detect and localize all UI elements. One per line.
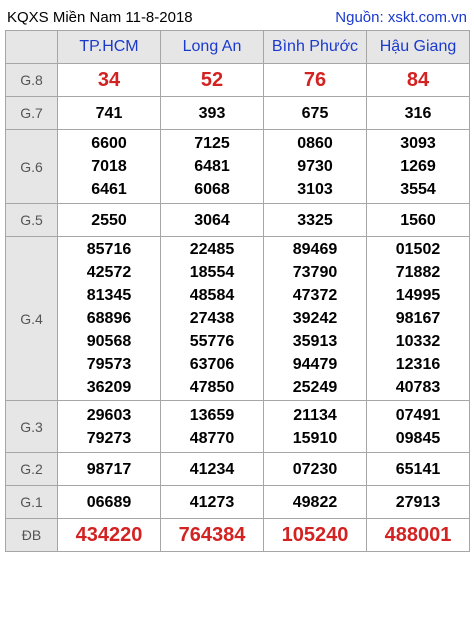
prize-number: 18554: [189, 264, 235, 281]
prize-number: 393: [198, 104, 226, 122]
prize-cell: [264, 130, 367, 204]
prize-number: 27913: [395, 493, 441, 511]
prize-cell: [161, 204, 264, 237]
prize-number: 89469: [292, 241, 338, 258]
prize-number: 10332: [395, 333, 441, 350]
prize-cell: [367, 486, 470, 519]
prize-number: 55776: [189, 333, 235, 350]
prize-number: 79273: [86, 429, 132, 447]
prize-number: 22485: [189, 241, 235, 258]
prize-number: 48770: [189, 429, 235, 447]
prize-number: 85716: [86, 241, 132, 258]
prize-cell: [58, 237, 161, 401]
prize-number: 27438: [189, 310, 235, 327]
prize-number: 7018: [91, 158, 127, 175]
prize-number: 316: [404, 104, 432, 122]
prize-number: 0860: [297, 135, 333, 152]
prize-number: 15910: [292, 429, 338, 447]
prize-number: 42572: [86, 264, 132, 281]
prize-cell: [161, 486, 264, 519]
prize-number: 76: [303, 68, 327, 91]
prize-label: G.5: [6, 204, 58, 237]
prize-number: 98717: [86, 460, 132, 478]
prize-row: [6, 401, 470, 453]
prize-number: 81345: [86, 287, 132, 304]
prize-number: 41273: [189, 493, 235, 511]
prize-number: 49822: [292, 493, 338, 511]
prize-number: 98167: [395, 310, 441, 327]
prize-number: 9730: [297, 158, 333, 175]
prize-cell: [367, 64, 470, 97]
prize-cell: [161, 237, 264, 401]
prize-row: [6, 204, 470, 237]
prize-cell: [367, 519, 470, 552]
prize-number: 34: [97, 68, 121, 91]
prize-number: 14995: [395, 287, 441, 304]
prize-number: 73790: [292, 264, 338, 281]
prize-number: 41234: [189, 460, 235, 478]
prize-number: 36209: [86, 379, 132, 396]
prize-cell: [264, 237, 367, 401]
prize-cell: [58, 486, 161, 519]
prize-row: [6, 519, 470, 552]
prize-cell: [264, 204, 367, 237]
prize-cell: [161, 130, 264, 204]
prize-cell: [367, 130, 470, 204]
prize-number: 6600: [91, 135, 127, 152]
prize-number: 63706: [189, 356, 235, 373]
prize-label: G.3: [6, 401, 58, 453]
results-table: [5, 30, 470, 552]
prize-number: 47372: [292, 287, 338, 304]
sheet-header: [5, 4, 469, 30]
province-header: Hậu Giang: [367, 31, 470, 64]
prize-number: 3103: [297, 181, 333, 198]
prize-row: [6, 486, 470, 519]
prize-number: 12316: [395, 356, 441, 373]
prize-row: [6, 130, 470, 204]
prize-cell: [264, 519, 367, 552]
prize-number: 65141: [395, 460, 441, 478]
prize-cell: [58, 204, 161, 237]
province-header: Long An: [161, 31, 264, 64]
prize-number: 40783: [395, 379, 441, 396]
prize-number: 3325: [297, 211, 333, 229]
prize-cell: [367, 453, 470, 486]
prize-cell: [367, 237, 470, 401]
prize-row: [6, 237, 470, 401]
prize-number: 105240: [281, 523, 349, 546]
prize-number: 7125: [194, 135, 230, 152]
prize-number: 3554: [400, 181, 436, 198]
prize-number: 84: [406, 68, 430, 91]
prize-cell: [161, 401, 264, 453]
source-link[interactable]: Nguồn: xskt.com.vn: [335, 8, 467, 26]
prize-cell: [367, 97, 470, 130]
prize-row: [6, 97, 470, 130]
province-header: TP.HCM: [58, 31, 161, 64]
prize-number: 2550: [91, 211, 127, 229]
prize-cell: [161, 519, 264, 552]
results-sheet: [5, 4, 469, 552]
prize-cell: [58, 97, 161, 130]
results-body: [6, 64, 470, 552]
prize-number: 488001: [384, 523, 452, 546]
prize-number: 675: [301, 104, 329, 122]
prize-number: 35913: [292, 333, 338, 350]
prize-number: 6068: [194, 181, 230, 198]
prize-cell: [367, 204, 470, 237]
prize-number: 764384: [178, 523, 246, 546]
prize-number: 3093: [400, 135, 436, 152]
prize-number: 13659: [189, 406, 235, 424]
prize-number: 07491: [395, 406, 441, 424]
prize-number: 06689: [86, 493, 132, 511]
prize-number: 52: [200, 68, 224, 91]
prize-cell: [58, 64, 161, 97]
page-title: KQXS Miền Nam 11-8-2018: [7, 8, 193, 26]
prize-row: [6, 64, 470, 97]
prize-number: 09845: [395, 429, 441, 447]
prize-number: 94479: [292, 356, 338, 373]
prize-number: 21134: [293, 406, 337, 424]
prize-cell: [264, 453, 367, 486]
prize-cell: [58, 401, 161, 453]
prize-label: G.4: [6, 237, 58, 401]
prize-number: 71882: [395, 264, 441, 281]
prize-number: 39242: [292, 310, 338, 327]
province-header: Bình Phước: [264, 31, 367, 64]
prize-cell: [58, 519, 161, 552]
prize-cell: [161, 97, 264, 130]
prize-number: 48584: [189, 287, 235, 304]
prize-number: 1269: [400, 158, 436, 175]
prize-cell: [264, 64, 367, 97]
prize-number: 01502: [395, 241, 441, 258]
prize-number: 741: [95, 104, 123, 122]
prize-cell: [161, 453, 264, 486]
prize-number: 07230: [292, 460, 338, 478]
header-corner: [6, 31, 58, 64]
prize-number: 79573: [86, 356, 132, 373]
prize-label: G.2: [6, 453, 58, 486]
prize-cell: [264, 401, 367, 453]
prize-label: ĐB: [6, 519, 58, 552]
prize-cell: [264, 486, 367, 519]
province-header-row: [6, 31, 470, 64]
prize-number: 25249: [292, 379, 338, 396]
prize-number: 90568: [86, 333, 132, 350]
prize-label: G.7: [6, 97, 58, 130]
prize-cell: [367, 401, 470, 453]
prize-number: 47850: [189, 379, 235, 396]
prize-row: [6, 453, 470, 486]
prize-label: G.6: [6, 130, 58, 204]
prize-number: 68896: [86, 310, 132, 327]
prize-number: 3064: [194, 211, 230, 229]
prize-number: 434220: [75, 523, 143, 546]
prize-cell: [161, 64, 264, 97]
prize-label: G.1: [6, 486, 58, 519]
prize-cell: [264, 97, 367, 130]
prize-number: 29603: [86, 406, 132, 424]
prize-label: G.8: [6, 64, 58, 97]
prize-cell: [58, 453, 161, 486]
prize-number: 6461: [91, 181, 127, 198]
prize-number: 6481: [194, 158, 230, 175]
prize-cell: [58, 130, 161, 204]
prize-number: 1560: [400, 211, 436, 229]
